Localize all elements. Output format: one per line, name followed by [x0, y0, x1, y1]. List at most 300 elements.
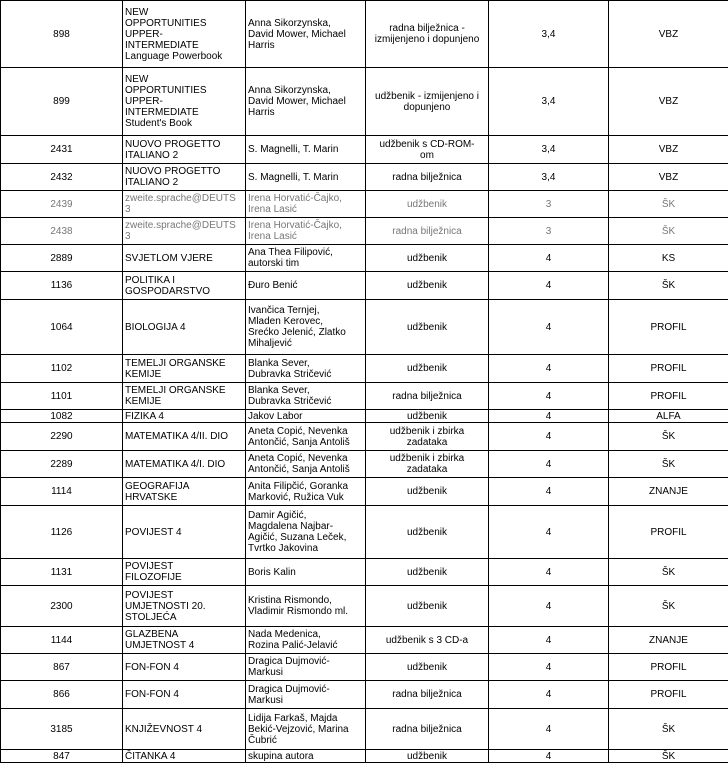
code-cell-text: 1082	[3, 411, 120, 422]
publisher-cell	[609, 478, 728, 506]
type-cell-text: udžbenik	[368, 199, 486, 210]
grade-cell-text: 4	[491, 567, 606, 578]
title-cell-text: TEMELJI ORGANSKE KEMIJE	[125, 358, 243, 380]
title-cell	[123, 68, 246, 136]
type-cell	[366, 559, 489, 586]
authors-cell	[246, 654, 366, 681]
code-cell-text: 2438	[3, 226, 120, 237]
code-cell	[1, 383, 123, 410]
title-cell	[123, 506, 246, 559]
grade-cell	[489, 586, 609, 627]
authors-cell	[246, 627, 366, 654]
grade-cell-text: 3	[491, 226, 606, 237]
authors-cell-text: skupina autora	[248, 751, 363, 762]
type-cell	[366, 478, 489, 506]
title-cell	[123, 559, 246, 586]
table-row	[1, 709, 728, 750]
code-cell	[1, 136, 123, 164]
type-cell	[366, 272, 489, 300]
grade-cell-text: 4	[491, 724, 606, 735]
title-cell-text: MATEMATIKA 4/II. DIO	[125, 431, 243, 442]
code-cell-text: 1126	[3, 527, 120, 538]
grade-cell-text: 4	[491, 391, 606, 402]
code-cell	[1, 559, 123, 586]
authors-cell-text: Aneta Copić, Nevenka Antončić, Sanja Antoliš	[248, 453, 363, 475]
type-cell-text: udžbenik i zbirka zadataka	[368, 453, 486, 475]
publisher-cell	[609, 1, 728, 68]
grade-cell-text: 4	[491, 486, 606, 497]
title-cell	[123, 191, 246, 218]
title-cell	[123, 1, 246, 68]
code-cell	[1, 478, 123, 506]
table-row	[1, 272, 728, 300]
code-cell-text: 1114	[3, 486, 120, 497]
code-cell	[1, 191, 123, 218]
publisher-cell	[609, 272, 728, 300]
code-cell	[1, 272, 123, 300]
title-cell-text: ČITANKA 4	[125, 751, 243, 762]
type-cell	[366, 1, 489, 68]
authors-cell	[246, 68, 366, 136]
publisher-cell	[609, 586, 728, 627]
publisher-cell-text: VBZ	[611, 29, 726, 40]
grade-cell	[489, 654, 609, 681]
title-cell	[123, 586, 246, 627]
title-cell-text: GLAZBENA UMJETNOST 4	[125, 629, 243, 651]
publisher-cell-text: PROFIL	[611, 363, 726, 374]
title-cell-text: POLITIKA I GOSPODARSTVO	[125, 275, 243, 297]
type-cell-text: udžbenik i zbirka zadataka	[368, 426, 486, 448]
type-cell-text: udžbenik	[368, 322, 486, 333]
publisher-cell	[609, 410, 728, 423]
publisher-cell	[609, 68, 728, 136]
publisher-cell-text: ŠK	[611, 601, 726, 612]
grade-cell	[489, 506, 609, 559]
grade-cell	[489, 383, 609, 410]
authors-cell-text: Ivančica Ternjej, Mladen Kerovec, Srećko Jelenić, Zlatko Mihaljević	[248, 305, 363, 349]
authors-cell	[246, 750, 366, 763]
publisher-cell	[609, 383, 728, 410]
title-cell	[123, 245, 246, 272]
code-cell-text: 1064	[3, 322, 120, 333]
code-cell	[1, 423, 123, 451]
type-cell-text: udžbenik s 3 CD-a	[368, 635, 486, 646]
title-cell	[123, 218, 246, 245]
authors-cell	[246, 272, 366, 300]
authors-cell-text: Nada Medenica, Rozina Palić-Jelavić	[248, 629, 363, 651]
publisher-cell	[609, 506, 728, 559]
table-row	[1, 218, 728, 245]
authors-cell-text: Irena Horvatić-Čajko, Irena Lasić	[248, 220, 363, 242]
publisher-cell-text: ŠK	[611, 226, 726, 237]
grade-cell	[489, 750, 609, 763]
grade-cell-text: 3,4	[491, 144, 606, 155]
title-cell-text: FON-FON 4	[125, 662, 243, 673]
title-cell-text: zweite.sprache@DEUTS 3	[125, 193, 243, 215]
code-cell	[1, 451, 123, 478]
grade-cell	[489, 478, 609, 506]
type-cell-text: radna bilježnica	[368, 226, 486, 237]
title-cell	[123, 136, 246, 164]
code-cell-text: 2431	[3, 144, 120, 155]
publisher-cell-text: VBZ	[611, 144, 726, 155]
grade-cell-text: 4	[491, 527, 606, 538]
code-cell-text: 2889	[3, 253, 120, 264]
code-cell	[1, 627, 123, 654]
type-cell	[366, 410, 489, 423]
table-row	[1, 451, 728, 478]
title-cell-text: KNJIŽEVNOST 4	[125, 724, 243, 735]
code-cell-text: 1131	[3, 567, 120, 578]
authors-cell-text: Ana Thea Filipović, autorski tim	[248, 247, 363, 269]
type-cell-text: udžbenik	[368, 411, 486, 422]
publisher-cell-text: ŠK	[611, 199, 726, 210]
title-cell-text: NUOVO PROGETTO ITALIANO 2	[125, 139, 243, 161]
type-cell-text: udžbenik - izmijenjeno i dopunjeno	[368, 91, 486, 113]
title-cell-text: NEW OPPORTUNITIES UPPER- INTERMEDIATE Language Powerbook	[125, 7, 243, 62]
authors-cell-text: S. Magnelli, T. Marin	[248, 144, 363, 155]
code-cell	[1, 654, 123, 681]
code-cell	[1, 1, 123, 68]
code-cell-text: 3185	[3, 724, 120, 735]
authors-cell-text: Blanka Sever, Dubravka Stričević	[248, 358, 363, 380]
publisher-cell-text: ŠK	[611, 724, 726, 735]
code-cell-text: 866	[3, 689, 120, 700]
grade-cell	[489, 300, 609, 355]
code-cell	[1, 300, 123, 355]
publisher-cell	[609, 136, 728, 164]
table-row	[1, 136, 728, 164]
publisher-cell-text: VBZ	[611, 96, 726, 107]
type-cell	[366, 383, 489, 410]
grade-cell	[489, 68, 609, 136]
type-cell	[366, 681, 489, 709]
publisher-cell-text: PROFIL	[611, 689, 726, 700]
table-row	[1, 164, 728, 191]
code-cell	[1, 681, 123, 709]
grade-cell-text: 4	[491, 280, 606, 291]
title-cell-text: POVIJEST FILOZOFIJE	[125, 561, 243, 583]
publisher-cell	[609, 709, 728, 750]
title-cell	[123, 383, 246, 410]
code-cell-text: 2439	[3, 199, 120, 210]
title-cell	[123, 451, 246, 478]
table-row	[1, 410, 728, 423]
publisher-cell-text: ZNANJE	[611, 635, 726, 646]
authors-cell	[246, 559, 366, 586]
table-row	[1, 750, 728, 763]
table-row	[1, 191, 728, 218]
title-cell	[123, 478, 246, 506]
authors-cell	[246, 681, 366, 709]
type-cell	[366, 586, 489, 627]
publisher-cell-text: ŠK	[611, 280, 726, 291]
code-cell-text: 2290	[3, 431, 120, 442]
authors-cell	[246, 423, 366, 451]
title-cell-text: POVIJEST 4	[125, 527, 243, 538]
authors-cell	[246, 164, 366, 191]
type-cell-text: udžbenik	[368, 363, 486, 374]
authors-cell-text: Irena Horvatić-Čajko, Irena Lasić	[248, 193, 363, 215]
grade-cell	[489, 627, 609, 654]
type-cell	[366, 355, 489, 383]
type-cell-text: udžbenik	[368, 486, 486, 497]
title-cell-text: TEMELJI ORGANSKE KEMIJE	[125, 385, 243, 407]
grade-cell	[489, 164, 609, 191]
grade-cell	[489, 136, 609, 164]
grade-cell-text: 4	[491, 662, 606, 673]
publisher-cell-text: VBZ	[611, 172, 726, 183]
grade-cell-text: 4	[491, 253, 606, 264]
type-cell	[366, 423, 489, 451]
code-cell	[1, 245, 123, 272]
code-cell-text: 898	[3, 29, 120, 40]
authors-cell	[246, 245, 366, 272]
publisher-cell	[609, 451, 728, 478]
table-row	[1, 627, 728, 654]
grade-cell-text: 4	[491, 601, 606, 612]
publisher-cell	[609, 245, 728, 272]
authors-cell	[246, 709, 366, 750]
authors-cell	[246, 218, 366, 245]
textbook-table-body	[1, 1, 728, 763]
grade-cell	[489, 423, 609, 451]
publisher-cell	[609, 218, 728, 245]
authors-cell	[246, 355, 366, 383]
grade-cell-text: 4	[491, 431, 606, 442]
title-cell-text: BIOLOGIJA 4	[125, 322, 243, 333]
type-cell-text: radna bilježnica	[368, 391, 486, 402]
grade-cell	[489, 451, 609, 478]
authors-cell-text: Dragica Dujmović- Markusi	[248, 656, 363, 678]
code-cell	[1, 355, 123, 383]
type-cell-text: udžbenik	[368, 280, 486, 291]
authors-cell-text: Kristina Rismondo, Vladimir Rismondo ml.	[248, 595, 363, 617]
table-row	[1, 681, 728, 709]
grade-cell	[489, 410, 609, 423]
code-cell	[1, 218, 123, 245]
publisher-cell	[609, 681, 728, 709]
type-cell	[366, 709, 489, 750]
authors-cell-text: Boris Kalin	[248, 567, 363, 578]
authors-cell-text: Anna Sikorzynska, David Mower, Michael Harris	[248, 18, 363, 51]
table-row	[1, 383, 728, 410]
authors-cell-text: Đuro Benić	[248, 280, 363, 291]
type-cell	[366, 654, 489, 681]
type-cell	[366, 750, 489, 763]
grade-cell-text: 4	[491, 635, 606, 646]
type-cell	[366, 136, 489, 164]
title-cell	[123, 355, 246, 383]
type-cell-text: radna bilježnica	[368, 724, 486, 735]
type-cell	[366, 191, 489, 218]
title-cell-text: zweite.sprache@DEUTS 3	[125, 220, 243, 242]
type-cell-text: udžbenik	[368, 527, 486, 538]
authors-cell	[246, 383, 366, 410]
title-cell	[123, 709, 246, 750]
authors-cell	[246, 451, 366, 478]
type-cell-text: udžbenik	[368, 253, 486, 264]
authors-cell	[246, 191, 366, 218]
title-cell-text: NEW OPPORTUNITIES UPPER- INTERMEDIATE Student's Book	[125, 74, 243, 129]
grade-cell-text: 3,4	[491, 96, 606, 107]
publisher-cell	[609, 423, 728, 451]
type-cell	[366, 245, 489, 272]
title-cell	[123, 681, 246, 709]
code-cell-text: 1102	[3, 363, 120, 374]
table-row	[1, 245, 728, 272]
authors-cell-text: Anita Filipčić, Goranka Marković, Ružica Vuk	[248, 481, 363, 503]
table-row	[1, 68, 728, 136]
code-cell-text: 1144	[3, 635, 120, 646]
grade-cell-text: 3,4	[491, 172, 606, 183]
grade-cell	[489, 709, 609, 750]
grade-cell-text: 4	[491, 322, 606, 333]
grade-cell	[489, 355, 609, 383]
publisher-cell-text: ŠK	[611, 567, 726, 578]
publisher-cell-text: PROFIL	[611, 322, 726, 333]
type-cell-text: udžbenik	[368, 751, 486, 762]
title-cell	[123, 410, 246, 423]
code-cell	[1, 709, 123, 750]
code-cell-text: 847	[3, 751, 120, 762]
grade-cell-text: 3	[491, 199, 606, 210]
authors-cell	[246, 1, 366, 68]
publisher-cell	[609, 559, 728, 586]
publisher-cell	[609, 164, 728, 191]
type-cell	[366, 451, 489, 478]
table-row	[1, 506, 728, 559]
title-cell-text: NUOVO PROGETTO ITALIANO 2	[125, 166, 243, 188]
grade-cell-text: 3,4	[491, 29, 606, 40]
code-cell-text: 2432	[3, 172, 120, 183]
type-cell-text: radna bilježnica - izmijenjeno i dopunjeno	[368, 23, 486, 45]
code-cell-text: 899	[3, 96, 120, 107]
publisher-cell-text: ALFA	[611, 411, 726, 422]
publisher-cell	[609, 300, 728, 355]
table-row	[1, 559, 728, 586]
grade-cell	[489, 272, 609, 300]
type-cell	[366, 164, 489, 191]
grade-cell	[489, 218, 609, 245]
grade-cell-text: 4	[491, 459, 606, 470]
publisher-cell	[609, 355, 728, 383]
title-cell	[123, 272, 246, 300]
type-cell-text: radna bilježnica	[368, 172, 486, 183]
title-cell-text: GEOGRAFIJA HRVATSKE	[125, 481, 243, 503]
authors-cell-text: Lidija Farkaš, Majda Bekić-Vejzović, Marina Čubrić	[248, 713, 363, 746]
type-cell	[366, 506, 489, 559]
grade-cell	[489, 559, 609, 586]
publisher-cell-text: ŠK	[611, 459, 726, 470]
table-row	[1, 586, 728, 627]
title-cell	[123, 164, 246, 191]
grade-cell	[489, 245, 609, 272]
code-cell-text: 867	[3, 662, 120, 673]
grade-cell-text: 4	[491, 363, 606, 374]
grade-cell-text: 4	[491, 751, 606, 762]
table-row	[1, 654, 728, 681]
title-cell-text: POVIJEST UMJETNOSTI 20. STOLJEĆA	[125, 590, 243, 623]
type-cell	[366, 627, 489, 654]
grade-cell	[489, 191, 609, 218]
authors-cell	[246, 478, 366, 506]
authors-cell	[246, 410, 366, 423]
title-cell-text: MATEMATIKA 4/I. DIO	[125, 459, 243, 470]
code-cell-text: 1101	[3, 391, 120, 402]
authors-cell-text: Aneta Copić, Nevenka Antončić, Sanja Antoliš	[248, 426, 363, 448]
code-cell	[1, 68, 123, 136]
title-cell	[123, 627, 246, 654]
table-row	[1, 478, 728, 506]
title-cell-text: FIZIKA 4	[125, 411, 243, 422]
authors-cell-text: Blanka Sever, Dubravka Stričević	[248, 385, 363, 407]
authors-cell-text: Damir Agičić, Magdalena Najbar- Agičić, Suzana Leček, Tvrtko Jakovina	[248, 510, 363, 554]
code-cell	[1, 506, 123, 559]
type-cell	[366, 218, 489, 245]
authors-cell-text: Anna Sikorzynska, David Mower, Michael Harris	[248, 85, 363, 118]
publisher-cell	[609, 654, 728, 681]
type-cell-text: udžbenik	[368, 601, 486, 612]
publisher-cell-text: PROFIL	[611, 527, 726, 538]
publisher-cell	[609, 191, 728, 218]
publisher-cell-text: KS	[611, 253, 726, 264]
type-cell-text: radna bilježnica	[368, 689, 486, 700]
table-row	[1, 300, 728, 355]
type-cell-text: udžbenik s CD-ROM- om	[368, 139, 486, 161]
code-cell-text: 2300	[3, 601, 120, 612]
title-cell	[123, 300, 246, 355]
publisher-cell-text: ŠK	[611, 431, 726, 442]
code-cell-text: 2289	[3, 459, 120, 470]
title-cell-text: SVJETLOM VJERE	[125, 253, 243, 264]
grade-cell-text: 4	[491, 689, 606, 700]
code-cell	[1, 164, 123, 191]
type-cell-text: udžbenik	[368, 662, 486, 673]
title-cell	[123, 654, 246, 681]
code-cell	[1, 410, 123, 423]
table-row	[1, 355, 728, 383]
authors-cell-text: Jakov Labor	[248, 411, 363, 422]
code-cell	[1, 586, 123, 627]
title-cell	[123, 750, 246, 763]
table-row	[1, 423, 728, 451]
authors-cell	[246, 586, 366, 627]
authors-cell-text: Dragica Dujmović- Markusi	[248, 684, 363, 706]
grade-cell	[489, 1, 609, 68]
publisher-cell-text: PROFIL	[611, 391, 726, 402]
type-cell	[366, 300, 489, 355]
authors-cell	[246, 300, 366, 355]
grade-cell	[489, 681, 609, 709]
authors-cell	[246, 136, 366, 164]
publisher-cell	[609, 750, 728, 763]
grade-cell-text: 4	[491, 411, 606, 422]
authors-cell	[246, 506, 366, 559]
title-cell-text: FON-FON 4	[125, 689, 243, 700]
code-cell-text: 1136	[3, 280, 120, 291]
type-cell	[366, 68, 489, 136]
authors-cell-text: S. Magnelli, T. Marin	[248, 172, 363, 183]
table-row	[1, 1, 728, 68]
type-cell-text: udžbenik	[368, 567, 486, 578]
code-cell	[1, 750, 123, 763]
publisher-cell	[609, 627, 728, 654]
publisher-cell-text: PROFIL	[611, 662, 726, 673]
title-cell	[123, 423, 246, 451]
publisher-cell-text: ZNANJE	[611, 486, 726, 497]
publisher-cell-text: ŠK	[611, 751, 726, 762]
